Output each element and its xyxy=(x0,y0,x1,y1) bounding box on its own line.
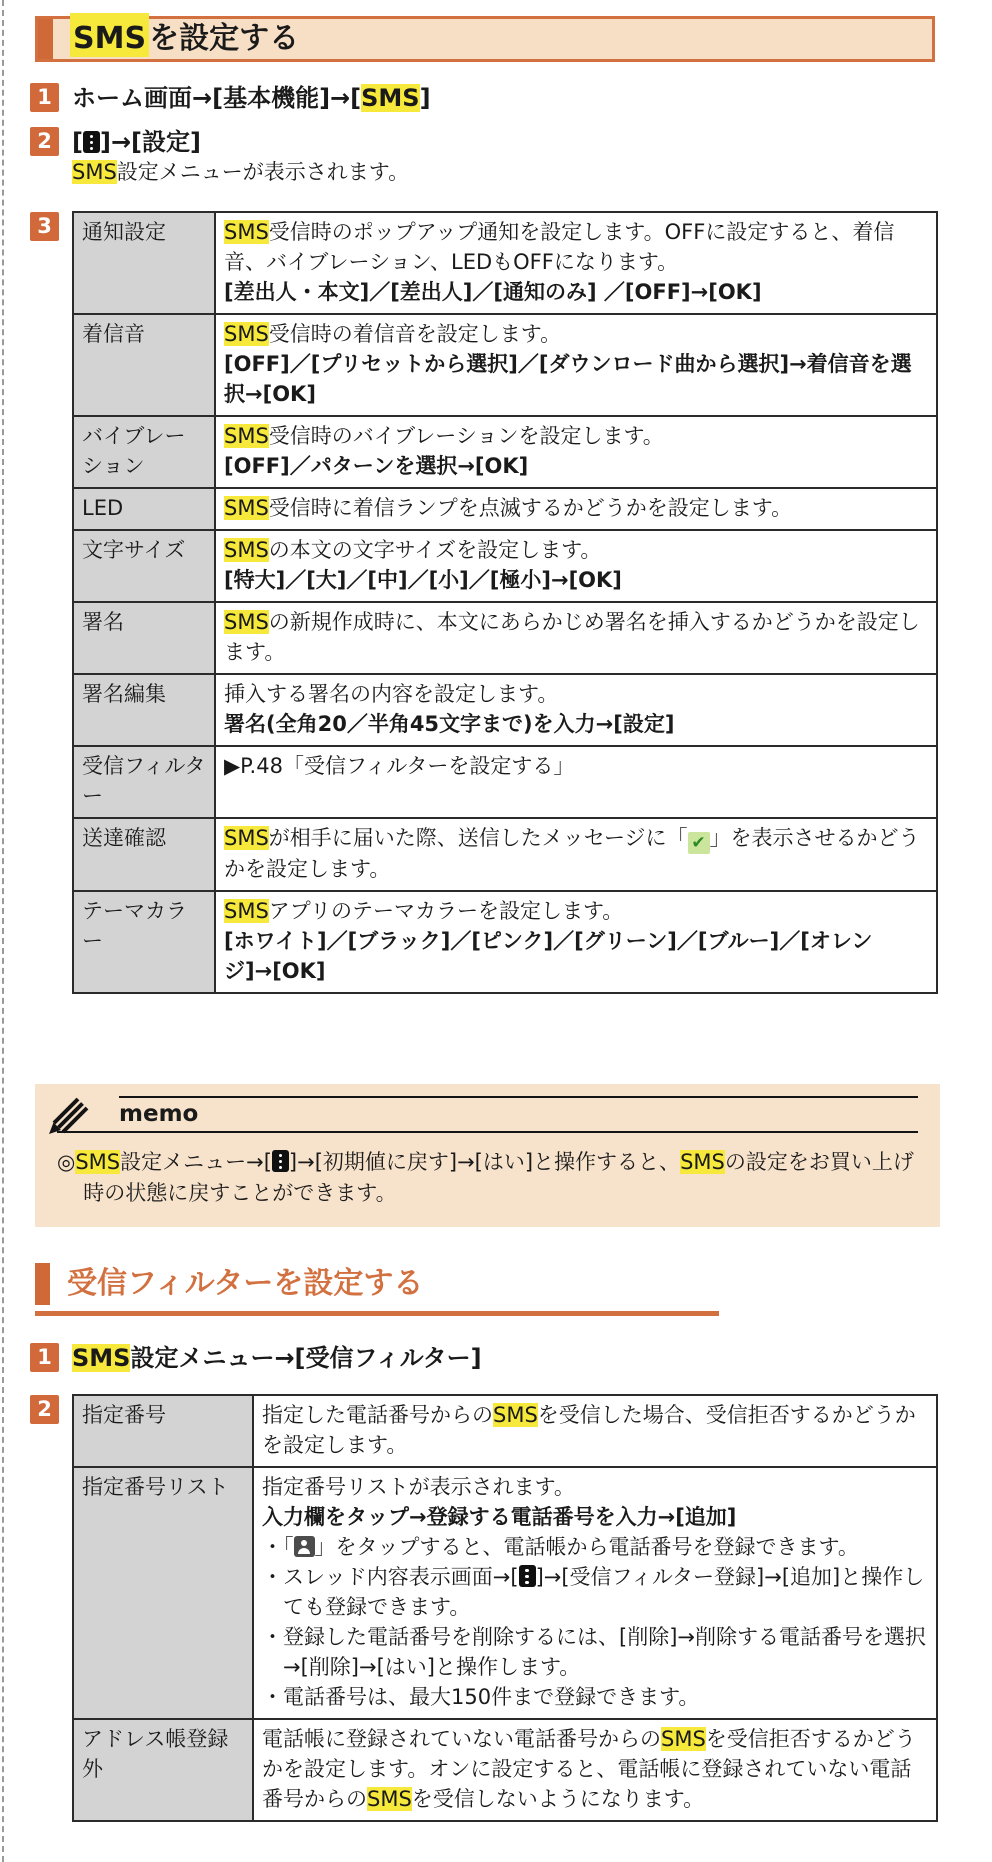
text-segment: 設定メニューが表示されます。 xyxy=(116,160,410,184)
text-line xyxy=(262,1724,928,1814)
text-segment: 受信時の着信音を設定します。 xyxy=(268,322,562,346)
table-row xyxy=(73,1467,937,1719)
text-segment: 」をタップすると、電話帳から電話番号を登録できます。 xyxy=(314,1535,859,1559)
text-segment: [OFF]／パターンを選択→[OK] xyxy=(224,454,529,478)
text-line xyxy=(224,319,928,349)
section1-heading-box xyxy=(35,16,935,62)
row-content xyxy=(215,530,937,602)
text-segment: SMS xyxy=(72,160,117,184)
text-segment: が相手に届いた際、送信したメッセージに「 xyxy=(268,826,688,850)
step-number-badge: 3 xyxy=(30,212,59,241)
table-row xyxy=(73,1719,937,1821)
step-instruction xyxy=(72,82,431,114)
text-segment: [ホワイト]／[ブラック]／[ピンク]／[グリーン]／[ブルー]／[オレンジ]→[OK] xyxy=(224,929,873,983)
table-row xyxy=(73,891,937,993)
text-segment: SMS xyxy=(367,1787,412,1811)
text-line xyxy=(224,751,928,781)
row-label: 指定番号リスト xyxy=(73,1467,253,1719)
row-label: 受信フィルター xyxy=(73,746,215,818)
text-line xyxy=(262,1502,928,1532)
bullet-line xyxy=(262,1622,928,1682)
section2-title xyxy=(67,1266,424,1301)
filter-settings-table xyxy=(72,1394,938,1822)
text-segment: 電話帳に登録されていない電話番号からの xyxy=(262,1727,661,1751)
table-row xyxy=(73,746,937,818)
text-segment: [ xyxy=(72,128,83,156)
row-content xyxy=(215,602,937,674)
text-line xyxy=(224,451,928,481)
text-line xyxy=(224,217,928,277)
text-line xyxy=(224,679,928,709)
row-label: バイブレーション xyxy=(73,416,215,488)
text-segment: SMS xyxy=(75,1150,121,1174)
text-segment: SMS xyxy=(224,826,269,850)
step-number-badge: 2 xyxy=(30,127,59,156)
bullet-line xyxy=(262,1562,928,1622)
step-row-3 xyxy=(30,211,942,994)
text-line xyxy=(224,535,928,565)
row-content xyxy=(253,1467,937,1719)
text-segment: ・電話番号は、最大150件まで登録できます。 xyxy=(262,1685,700,1709)
row-content xyxy=(253,1719,937,1821)
text-segment: SMS xyxy=(72,1344,131,1372)
text-line xyxy=(224,421,928,451)
row-label: 署名編集 xyxy=(73,674,215,746)
text-segment: SMS xyxy=(224,899,269,923)
text-line xyxy=(224,926,928,986)
row-content xyxy=(215,488,937,530)
row-label: テーマカラー xyxy=(73,891,215,993)
step-number-badge: 1 xyxy=(30,83,59,112)
table-row xyxy=(73,488,937,530)
memo-label: memo xyxy=(57,1098,918,1133)
table-row xyxy=(73,212,937,314)
text-segment: [特大]／[大]／[中]／[小]／[極小]→[OK] xyxy=(224,568,622,592)
table-row xyxy=(73,674,937,746)
text-segment: [OFF]／[プリセットから選択]／[ダウンロード曲から選択]→着信音を選択→[OK] xyxy=(224,352,912,406)
table-row xyxy=(73,1395,937,1467)
text-segment: SMS xyxy=(224,322,269,346)
step-instruction xyxy=(72,1342,482,1374)
text-segment: の本文の文字サイズを設定します。 xyxy=(268,538,602,562)
sms-settings-table xyxy=(72,211,938,994)
step-row-2 xyxy=(30,126,942,158)
heading-accent-bar xyxy=(38,19,53,59)
row-label: 通知設定 xyxy=(73,212,215,314)
row-content xyxy=(215,746,937,818)
text-line xyxy=(262,1400,928,1460)
cut-line xyxy=(2,0,4,1862)
text-segment: 指定した電話番号からの xyxy=(262,1403,493,1427)
text-segment: SMS xyxy=(661,1727,706,1751)
row-label: 指定番号 xyxy=(73,1395,253,1467)
text-segment: ・スレッド内容表示画面→[ xyxy=(262,1565,519,1589)
heading-accent-bar xyxy=(35,1263,50,1305)
step-number-badge: 2 xyxy=(30,1395,59,1424)
step-row-1 xyxy=(30,82,942,114)
text-segment: SMS xyxy=(70,13,149,57)
heading-underline xyxy=(35,1311,719,1316)
row-content xyxy=(215,674,937,746)
text-line xyxy=(224,823,928,884)
text-line xyxy=(224,493,928,523)
text-line xyxy=(224,349,928,409)
text-segment: SMS xyxy=(361,84,420,112)
text-segment: 受信時のポップアップ通知を設定します。OFFに設定すると、着信音、バイブレーション、LEDもOFFになります。 xyxy=(224,220,895,274)
text-segment: ◎ xyxy=(57,1150,76,1174)
pencil-icon xyxy=(45,1092,91,1138)
menu-icon xyxy=(519,1565,536,1587)
text-segment: ・「 xyxy=(262,1535,294,1559)
check-icon: ✔ xyxy=(688,832,710,854)
menu-icon xyxy=(272,1150,289,1172)
row-label: 文字サイズ xyxy=(73,530,215,602)
text-segment: ] xyxy=(419,84,431,112)
text-segment: ホーム画面→[基本機能]→[ xyxy=(72,84,362,112)
text-segment: 入力欄をタップ→登録する電話番号を入力→[追加] xyxy=(262,1505,737,1529)
row-label: 署名 xyxy=(73,602,215,674)
bullet-line xyxy=(262,1532,928,1562)
contact-icon xyxy=(294,1536,315,1557)
section2-heading-box xyxy=(35,1263,942,1305)
row-content xyxy=(215,818,937,891)
row-content xyxy=(215,416,937,488)
row-label: 送達確認 xyxy=(73,818,215,891)
text-segment: の設定をお買い上げ時の状態に戻すことができます。 xyxy=(83,1150,914,1205)
text-line xyxy=(262,1472,928,1502)
text-segment: [差出人・本文]／[差出人]／[通知のみ] ／[OFF]→[OK] xyxy=(224,280,762,304)
text-segment: アプリのテーマカラーを設定します。 xyxy=(268,899,624,923)
text-segment: ]→[受信フィルター登録]→[追加]と操作しても登録できます。 xyxy=(283,1565,925,1619)
row-label: 着信音 xyxy=(73,314,215,416)
text-segment: 挿入する署名の内容を設定します。 xyxy=(224,682,559,706)
text-line xyxy=(224,709,928,739)
bullet-line xyxy=(262,1682,928,1712)
text-segment: 指定番号リストが表示されます。 xyxy=(262,1475,575,1499)
step-result-note xyxy=(72,158,942,187)
text-segment: SMS xyxy=(224,424,269,448)
text-segment: ▶P.48「受信フィルターを設定する」 xyxy=(224,754,575,778)
step-row-1 xyxy=(30,1342,942,1374)
section1-title xyxy=(70,21,300,56)
table-row xyxy=(73,530,937,602)
text-segment: SMS xyxy=(224,538,269,562)
text-segment: SMS xyxy=(224,496,269,520)
text-segment: ]→[設定] xyxy=(99,128,201,156)
text-segment: SMS xyxy=(680,1150,725,1174)
memo-text xyxy=(57,1147,918,1209)
text-segment: を受信しないようになります。 xyxy=(411,1787,705,1811)
table-row xyxy=(73,818,937,891)
text-segment: 受信フィルターを設定する xyxy=(67,1266,424,1301)
text-segment: の新規作成時に、本文にあらかじめ署名を挿入するかどうかを設定します。 xyxy=(224,610,920,664)
text-segment: SMS xyxy=(224,220,269,244)
text-segment: SMS xyxy=(493,1403,538,1427)
text-segment: を設定する xyxy=(149,21,300,56)
step-instruction xyxy=(72,126,201,158)
step-number-badge: 1 xyxy=(30,1343,59,1372)
text-segment: 設定メニュー→[受信フィルター] xyxy=(130,1344,482,1372)
text-segment: 受信時に着信ランプを点滅するかどうかを設定します。 xyxy=(268,496,793,520)
menu-icon xyxy=(83,131,100,153)
table-row xyxy=(73,602,937,674)
text-segment: 受信時のバイブレーションを設定します。 xyxy=(268,424,664,448)
step-row-2 xyxy=(30,1394,942,1822)
row-content xyxy=(253,1395,937,1467)
row-content xyxy=(215,891,937,993)
text-line xyxy=(224,607,928,667)
text-segment: 」を表示させるかどうかを設定します。 xyxy=(224,826,920,881)
row-content xyxy=(215,212,937,314)
text-line xyxy=(224,565,928,595)
text-segment: を受信した場合、受信拒否するかどうかを設定します。 xyxy=(262,1403,916,1457)
row-content xyxy=(215,314,937,416)
row-label: アドレス帳登録外 xyxy=(73,1719,253,1821)
text-segment: 設定メニュー→[ xyxy=(120,1150,272,1174)
memo-box xyxy=(35,1084,940,1227)
text-line xyxy=(224,277,928,307)
table-row xyxy=(73,314,937,416)
text-segment: ・登録した電話番号を削除するには、[削除]→削除する電話番号を選択→[削除]→[はい]と操作します。 xyxy=(262,1625,926,1679)
table-row xyxy=(73,416,937,488)
text-segment: を受信拒否するかどうかを設定します。オンに設定すると、電話帳に登録されていない電話番号からの xyxy=(262,1727,916,1811)
text-line xyxy=(224,896,928,926)
text-segment: SMS xyxy=(224,610,269,634)
text-segment: ]→[初期値に戻す]→[はい]と操作すると、 xyxy=(288,1150,681,1174)
text-segment: 署名(全角20／半角45文字まで)を入力→[設定] xyxy=(224,712,675,736)
row-label: LED xyxy=(73,488,215,530)
